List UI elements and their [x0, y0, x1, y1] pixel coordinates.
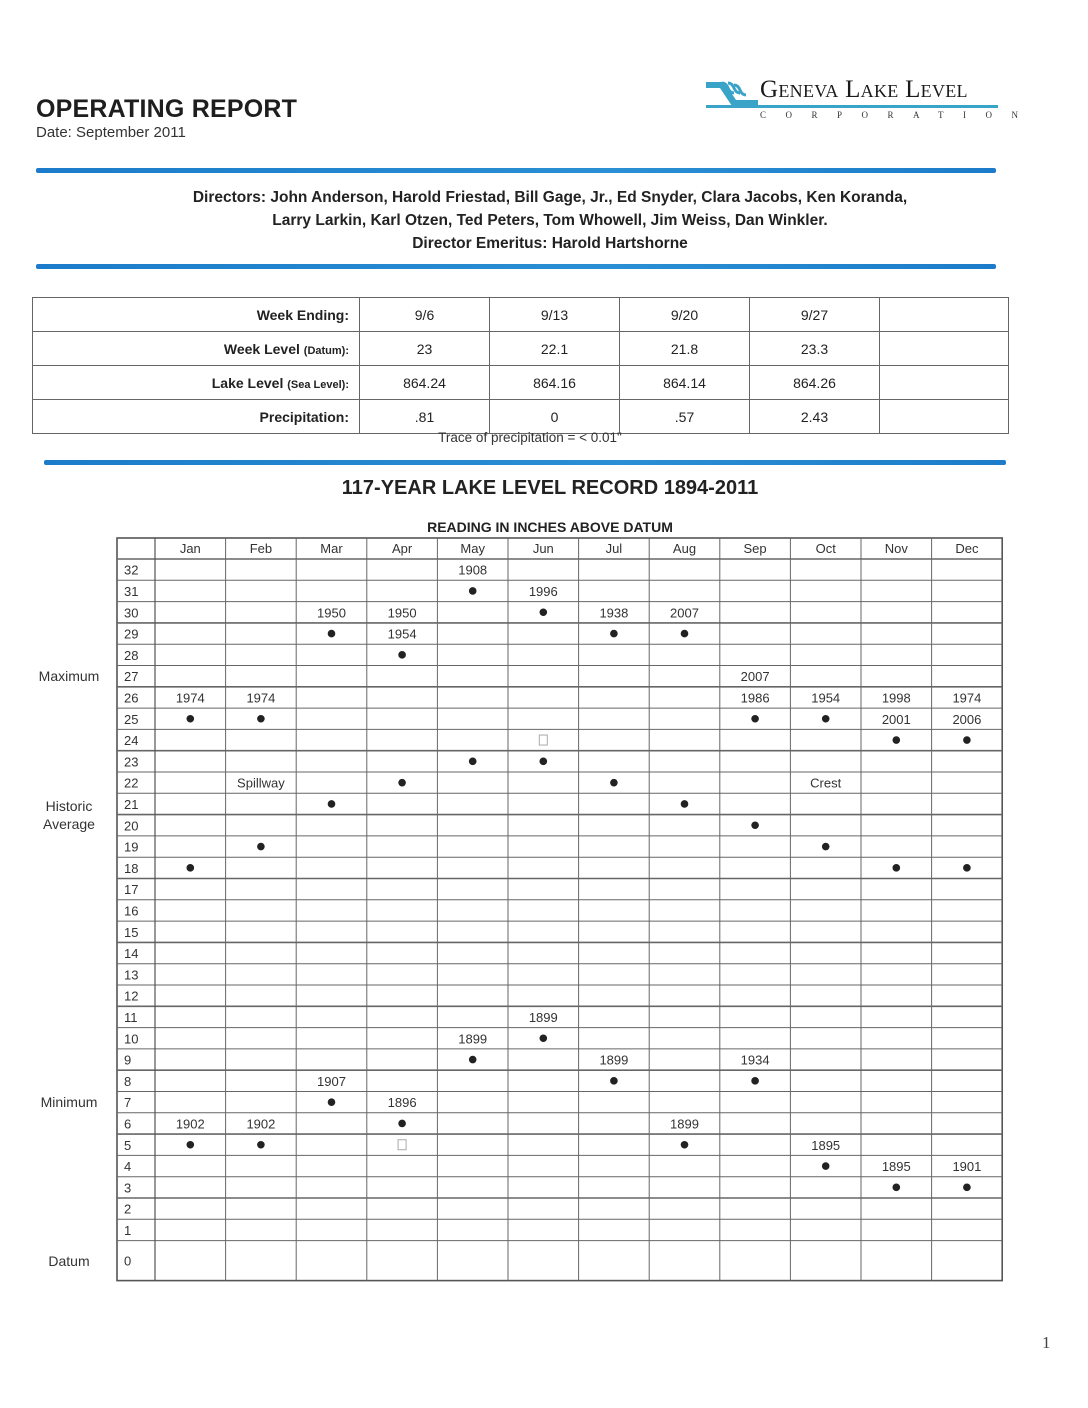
weekly-cell: 864.16	[490, 366, 620, 400]
record-subtitle: READING IN INCHES ABOVE DATUM	[427, 519, 673, 535]
row-value-label: 16	[124, 903, 139, 919]
maximum-dot	[398, 651, 406, 659]
row-value-label: 25	[124, 711, 139, 727]
year-label: 1895	[811, 1137, 841, 1153]
year-label: 1896	[387, 1095, 417, 1111]
maximum-dot	[469, 587, 477, 595]
month-header: Jun	[532, 541, 554, 556]
maximum-dot	[893, 736, 901, 744]
logo-subtitle: CORPORATION	[760, 110, 1038, 120]
minimum-dot	[328, 1098, 336, 1106]
historic-average-dot	[540, 758, 548, 766]
row-value-label: 26	[124, 690, 139, 706]
weekly-cell: 9/6	[360, 298, 490, 332]
maximum-dot	[963, 736, 971, 744]
month-header: Jul	[605, 541, 623, 556]
historic-average-dot	[751, 821, 759, 829]
report-title: OPERATING REPORT	[36, 95, 298, 123]
weekly-cell: 22.1	[490, 332, 620, 366]
minimum-dot	[963, 1184, 971, 1192]
row-value-label: 3	[124, 1180, 132, 1196]
maximum-dot	[328, 630, 336, 638]
month-header: May	[460, 541, 485, 556]
maximum-dot	[610, 630, 618, 638]
row-value-label: 29	[124, 626, 139, 642]
weekly-cell: 9/13	[490, 298, 620, 332]
row-label-text: Precipitation:	[259, 408, 349, 425]
row-value-label: 31	[124, 583, 139, 599]
minimum-dot	[822, 1162, 830, 1170]
row-value-label: 12	[124, 988, 139, 1004]
year-label: 1998	[881, 690, 911, 706]
year-label: 1902	[175, 1116, 205, 1132]
minimum-dot	[540, 1034, 548, 1042]
maximum-dot	[540, 608, 548, 616]
director-emeritus: Director Emeritus: Harold Hartshorne	[412, 235, 688, 252]
maximum-dot	[187, 715, 195, 723]
row-value-label: 9	[124, 1052, 132, 1068]
minimum-dot	[469, 1056, 477, 1064]
directors-line: Directors: John Anderson, Harold Friestad, Bill Gage, Jr., Ed Snyder, Clara Jacobs, Ken Koranda,	[192, 189, 908, 206]
historic-average-dot	[328, 800, 336, 808]
year-label: 1950	[317, 605, 346, 621]
month-header: Aug	[672, 541, 697, 556]
page-number: 1	[1042, 1333, 1051, 1352]
minimum-dot	[893, 1184, 901, 1192]
month-header: Mar	[320, 541, 343, 556]
weekly-cell: 23.3	[750, 332, 880, 366]
row-label-text: Week Ending:	[256, 306, 349, 323]
weekly-cell: 23	[360, 332, 490, 366]
row-value-label: 14	[124, 946, 139, 962]
maximum-dot	[257, 715, 265, 723]
row-value-label: 24	[124, 733, 139, 749]
year-label: 1974	[952, 690, 982, 706]
historic-average-dot	[963, 864, 971, 872]
directors-line: Larry Larkin, Karl Otzen, Ted Peters, Tom Whowell, Jim Weiss, Dan Winkler.	[272, 212, 828, 229]
year-label: 1996	[528, 583, 558, 599]
row-value-label: 22	[124, 775, 139, 791]
year-label: 1986	[740, 690, 770, 706]
minimum-dot	[751, 1077, 759, 1085]
weekly-cell: 864.14	[620, 366, 750, 400]
row-value-label: 30	[124, 605, 139, 621]
year-label: 1902	[246, 1116, 276, 1132]
row-value-label: 4	[124, 1159, 132, 1175]
historic-average-dot	[398, 779, 406, 787]
year-label: 1895	[881, 1159, 911, 1175]
year-label: 1899	[528, 1009, 558, 1025]
year-label: 1954	[387, 626, 417, 642]
weekly-cell: 864.26	[750, 366, 880, 400]
row-value-label: 32	[124, 562, 139, 578]
maximum-dot	[751, 715, 759, 723]
year-label: 1907	[317, 1073, 346, 1089]
month-header: Sep	[743, 541, 767, 556]
row-label-suffix: (Sea Level):	[287, 378, 349, 391]
year-label: 1934	[740, 1052, 770, 1068]
year-label: 1974	[175, 690, 205, 706]
row-value-label: 8	[124, 1073, 132, 1089]
trace-note: Trace of precipitation = < 0.01"	[438, 430, 622, 445]
year-label: 1899	[670, 1116, 699, 1132]
row-label-text: Lake Level	[211, 374, 288, 391]
row-label-suffix: (Datum):	[303, 344, 349, 357]
row-value-label: 6	[124, 1116, 132, 1132]
row-value-label: 11	[124, 1009, 138, 1025]
row-value-label: 19	[124, 839, 139, 855]
month-header: Nov	[884, 541, 908, 556]
hollow-marker	[539, 735, 547, 745]
record-title: 117-YEAR LAKE LEVEL RECORD 1894-2011	[341, 477, 759, 499]
minimum-dot	[681, 1141, 689, 1149]
row-value-label: 5	[124, 1137, 132, 1153]
month-header: Jan	[179, 541, 201, 556]
year-label: 2006	[952, 711, 982, 727]
historic-average-dot	[610, 779, 618, 787]
hollow-marker	[398, 1140, 406, 1150]
weekly-cell: 2.43	[750, 400, 880, 434]
logo-name: Geneva Lake Level	[760, 76, 968, 103]
report-date: Date: September 2011	[36, 124, 186, 141]
row-value-label: 27	[124, 669, 139, 685]
maximum-dot	[681, 630, 689, 638]
maximum-dot	[822, 715, 830, 723]
year-label: 2007	[670, 605, 699, 621]
year-label: 1899	[599, 1052, 629, 1068]
row-value-label: 18	[124, 860, 139, 876]
historic-average-dot	[469, 758, 477, 766]
year-label: 1938	[599, 605, 629, 621]
weekly-cell: 0	[490, 400, 620, 434]
row-value-label: 1	[124, 1222, 132, 1238]
side-label: Datum	[48, 1252, 90, 1269]
month-header: Apr	[391, 541, 413, 556]
side-label: Historic Average	[43, 797, 95, 832]
annotation-label: Spillway	[237, 775, 285, 791]
year-label: 1908	[458, 562, 488, 578]
minimum-dot	[187, 1141, 195, 1149]
row-value-label: 2	[124, 1201, 132, 1217]
historic-average-dot	[187, 864, 195, 872]
month-header: Oct	[815, 541, 836, 556]
grid-border	[117, 538, 1002, 1281]
row-value-label: 23	[124, 754, 139, 770]
weekly-cell: 21.8	[620, 332, 750, 366]
weekly-cell: 9/27	[750, 298, 880, 332]
year-label: 1901	[952, 1159, 982, 1175]
historic-average-dot	[681, 800, 689, 808]
historic-average-dot	[257, 843, 265, 851]
year-label: 1974	[246, 690, 276, 706]
side-label: Maximum	[38, 668, 100, 685]
year-label: 2001	[881, 711, 911, 727]
historic-average-dot	[893, 864, 901, 872]
row-value-label: 28	[124, 647, 139, 663]
row-value-label: 21	[124, 796, 139, 812]
minimum-dot	[610, 1077, 618, 1085]
year-label: 1950	[387, 605, 417, 621]
year-label: 2007	[740, 669, 770, 685]
row-value-label: 13	[124, 967, 139, 983]
minimum-dot	[398, 1120, 406, 1128]
weekly-cell: 864.24	[360, 366, 490, 400]
row-value-label: 17	[124, 882, 139, 898]
row-value-label: 10	[124, 1031, 139, 1047]
weekly-cell: .57	[620, 400, 750, 434]
row-value-label: 0	[124, 1253, 132, 1269]
year-label: 1954	[811, 690, 841, 706]
weekly-cell: 9/20	[620, 298, 750, 332]
historic-average-dot	[822, 843, 830, 851]
year-label: 1899	[458, 1031, 488, 1047]
row-value-label: 7	[124, 1095, 132, 1111]
weekly-cell: .81	[360, 400, 490, 434]
minimum-dot	[257, 1141, 265, 1149]
row-value-label: 20	[124, 818, 139, 834]
month-header: Dec	[955, 541, 979, 556]
month-header: Feb	[249, 541, 273, 556]
row-label-text: Week Level	[223, 340, 304, 357]
side-label: Minimum	[40, 1094, 98, 1111]
row-value-label: 15	[124, 924, 139, 940]
annotation-label: Crest	[810, 775, 842, 791]
